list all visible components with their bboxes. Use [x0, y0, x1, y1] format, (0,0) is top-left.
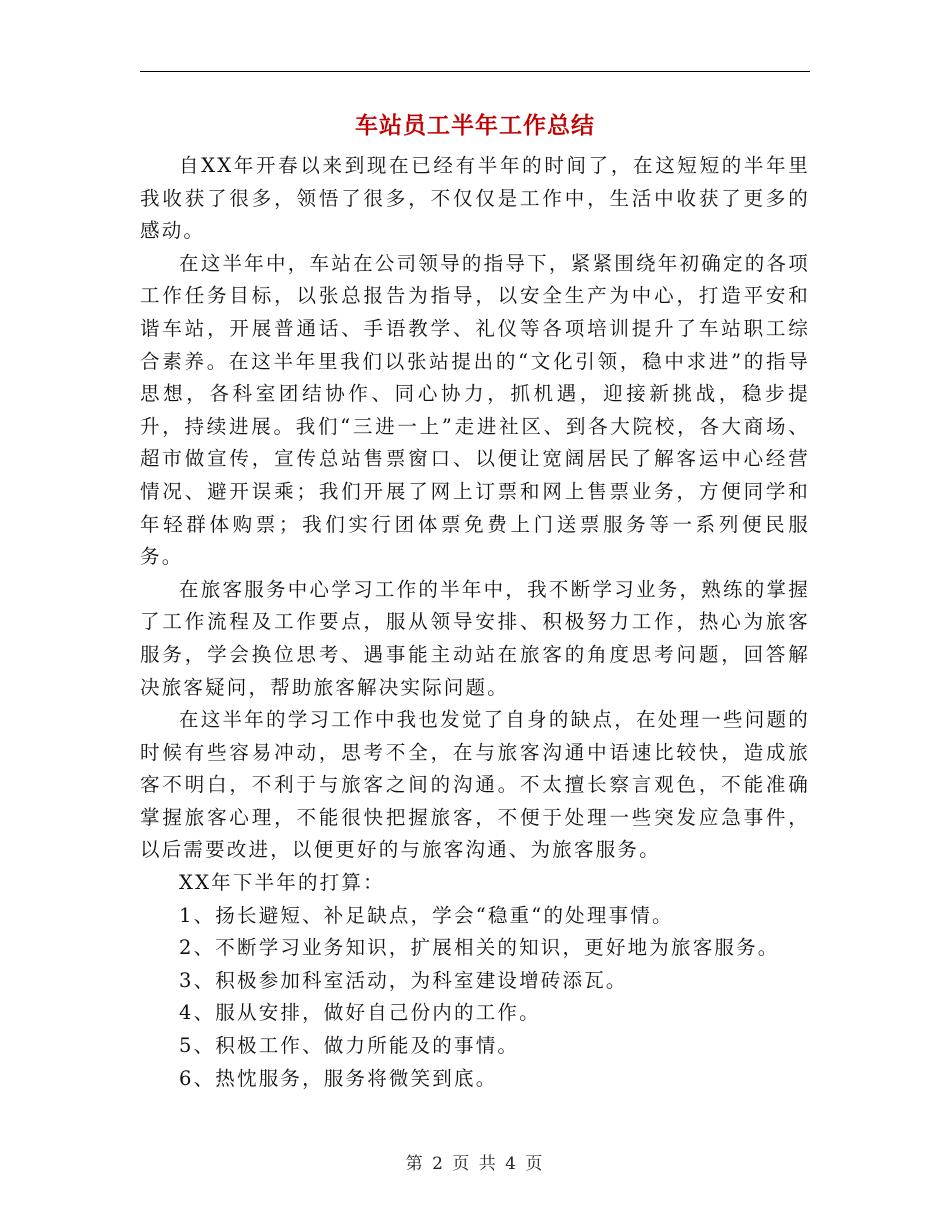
document-body — [140, 150, 810, 1095]
paragraph-service-center: 在旅客服务中心学习工作的半年中，我不断学习业务，熟练的掌握了工作流程及工作要点，服从领导安排、积极努力工作，热心为旅客服务，学会换位思考、遇事能主动站在旅客的角度思考问题，回答解决旅客疑问，帮助旅客解决实际问题。 — [140, 577, 810, 699]
plan-item: 1、扬长避短、补足缺点，学会“稳重“的处理事情。 — [179, 903, 674, 927]
plan-item: 6、热忱服务，服务将微笑到底。 — [179, 1066, 498, 1090]
page-number: 第 2 页 共 4 页 — [405, 1154, 545, 1174]
paragraph-station-work: 在这半年中，车站在公司领导的指导下，紧紧围绕年初确定的各项工作任务目标，以张总报告为指导，以安全生产为中心，打造平安和谐车站，开展普通话、手语教学、礼仪等各项培训提升了车站职工综合素养。在这半年里我们以张站提出的“文化引领，稳中求进”的指导思想，各科室团结协作、同心协力，抓机遇，迎接新挑战，稳步提升，持续进展。我们“三进一上”走进社区、到各大院校，各大商场、超市做宣传，宣传总站售票窗口、以便让宽阔居民了解客运中心经营情况、避开误乘；我们开展了网上订票和网上售票业务，方便同学和年轻群体购票；我们实行团体票免费上门送票服务等一系列便民服务。 — [140, 251, 810, 569]
paragraph-intro: 自XX年开春以来到现在已经有半年的时间了，在这短短的半年里我收获了很多，领悟了很多，不仅仅是工作中，生活中收获了更多的感动。 — [140, 154, 810, 243]
plan-item: 3、积极参加科室活动，为科室建设增砖添瓦。 — [179, 968, 628, 992]
plan-item: 4、服从安排，做好自己份内的工作。 — [179, 1001, 541, 1025]
plan-heading: XX年下半年的打算： — [179, 871, 385, 895]
plan-item: 5、积极工作、做力所能及的事情。 — [179, 1034, 520, 1058]
document-title: 车站员工半年工作总结 — [355, 113, 595, 139]
plan-item: 2、不断学习业务知识，扩展相关的知识，更好地为旅客服务。 — [179, 936, 780, 960]
header-rule — [140, 71, 810, 72]
paragraph-shortcomings: 在这半年的学习工作中我也发觉了自身的缺点，在处理一些问题的时候有些容易冲动，思考不全，在与旅客沟通中语速比较快，造成旅客不明白，不利于与旅客之间的沟通。不太擅长察言观色，不能准确掌握旅客心理，不能很快把握旅客，不便于处理一些突发应急事件，以后需要改进，以便更好的与旅客沟通、为旅客服务。 — [140, 708, 810, 862]
